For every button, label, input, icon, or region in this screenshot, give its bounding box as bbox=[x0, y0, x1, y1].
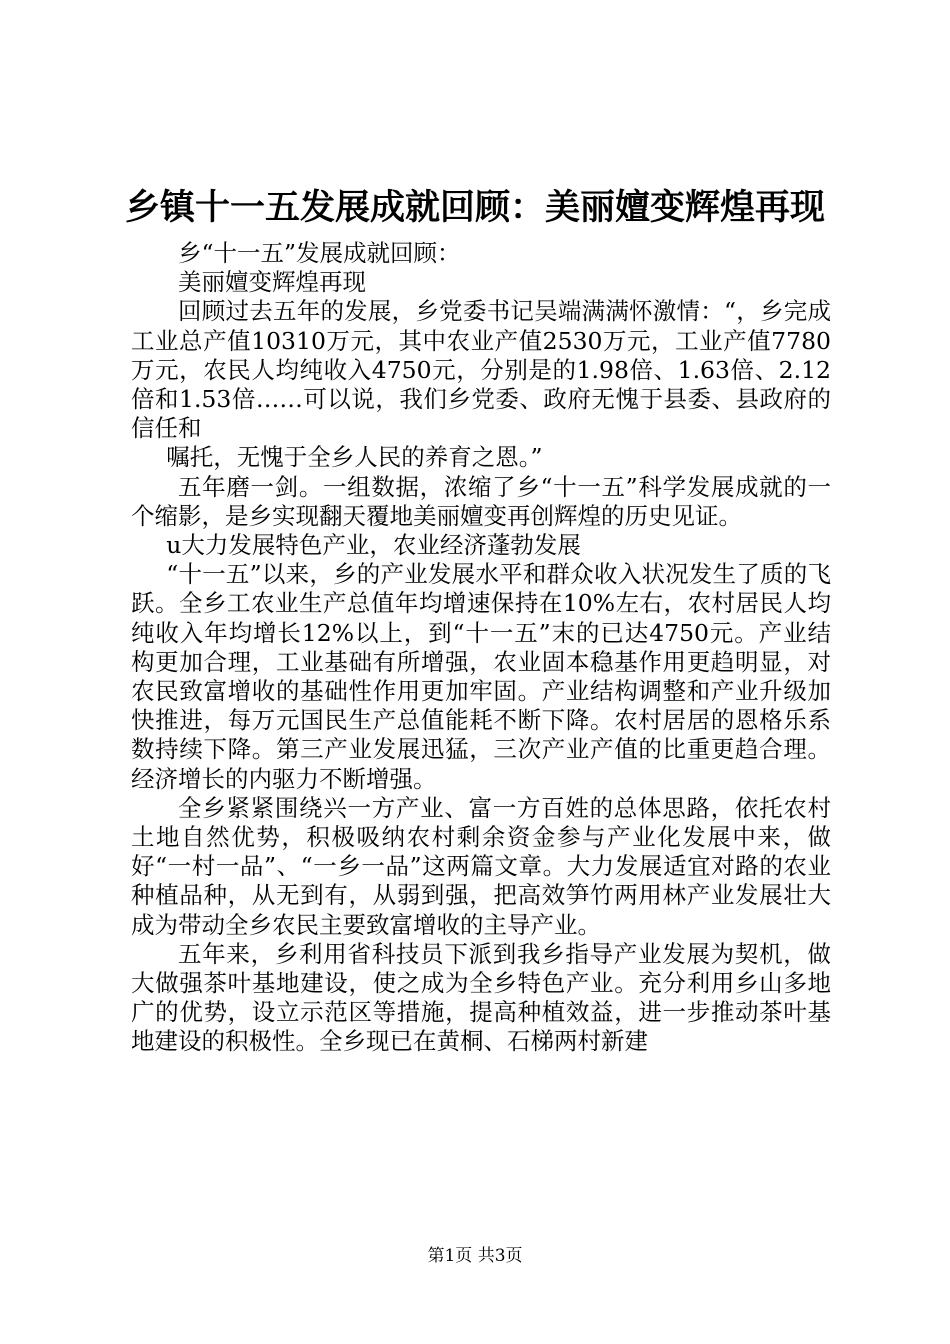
paragraph-subtitle-2: 美丽嬗变辉煌再现 bbox=[178, 268, 366, 297]
document-title: 乡镇十一五发展成就回顾：美丽嬗变辉煌再现 bbox=[124, 187, 825, 228]
document-body bbox=[131, 239, 831, 1057]
paragraph: 五年来，乡利用省科技员下派到我乡指导产业发展为契机，做大做强茶叶基地建设，使之成为全乡特色产业。充分利用乡山多地广的优势，设立示范区等措施，提高种植效益，进一步推动茶叶基地建设的积极性。全乡现已在黄桐、石梯两村新建 bbox=[131, 939, 831, 1056]
paragraph: 回顾过去五年的发展，乡党委书记吴端满满怀激情：“，乡完成工业总产值10310万元，其中农业产值2530万元，工业产值7780万元，农民人均纯收入4750元，分别是的1.98倍、1.63倍、2.12倍和1.53倍……可以说，我们乡党委、政府无愧于县委、县政府的信任和 bbox=[131, 297, 831, 443]
section-heading: u大力发展特色产业，农业经济蓬勃发展 bbox=[166, 531, 581, 560]
paragraph: 全乡紧紧围绕兴一方产业、富一方百姓的总体思路，依托农村土地自然优势，积极吸纳农村剩余资金参与产业化发展中来，做好“一村一品”、“一乡一品”这两篇文章。大力发展适宜对路的农业种植品种，从无到有，从弱到强，把高效笋竹两用林产业发展壮大成为带动全乡农民主要致富增收的主导产业。 bbox=[131, 793, 831, 939]
page-footer: 第1页 共3页 bbox=[427, 1246, 523, 1266]
paragraph-subtitle-1: 乡“十一五”发展成就回顾： bbox=[178, 239, 461, 267]
paragraph: “十一五”以来，乡的产业发展水平和群众收入状况发生了质的飞跃。全乡工农业生产总值年均增速保持在10%左右，农村居民人均纯收入年均增长12%以上，到“十一五”末的已达4750元。产业结构更加合理，工业基础有所增强，农业固本稳基作用更趋明显，对农民致富增收的基础性作用更加牢固。产业结构调整和产业升级加快推进，每万元国民生产总值能耗不断下降。农村居居的恩格乐系数持续下降。第三产业发展迅猛，三次产业产值的比重更趋合理。经济增长的内驱力不断增强。 bbox=[131, 560, 831, 793]
paragraph: 五年磨一剑。一组数据，浓缩了乡“十一五”科学发展成就的一个缩影，是乡实现翻天覆地美丽嬗变再创辉煌的历史见证。 bbox=[131, 472, 831, 530]
paragraph: 嘱托，无愧于全乡人民的养育之恩。” bbox=[166, 443, 543, 472]
